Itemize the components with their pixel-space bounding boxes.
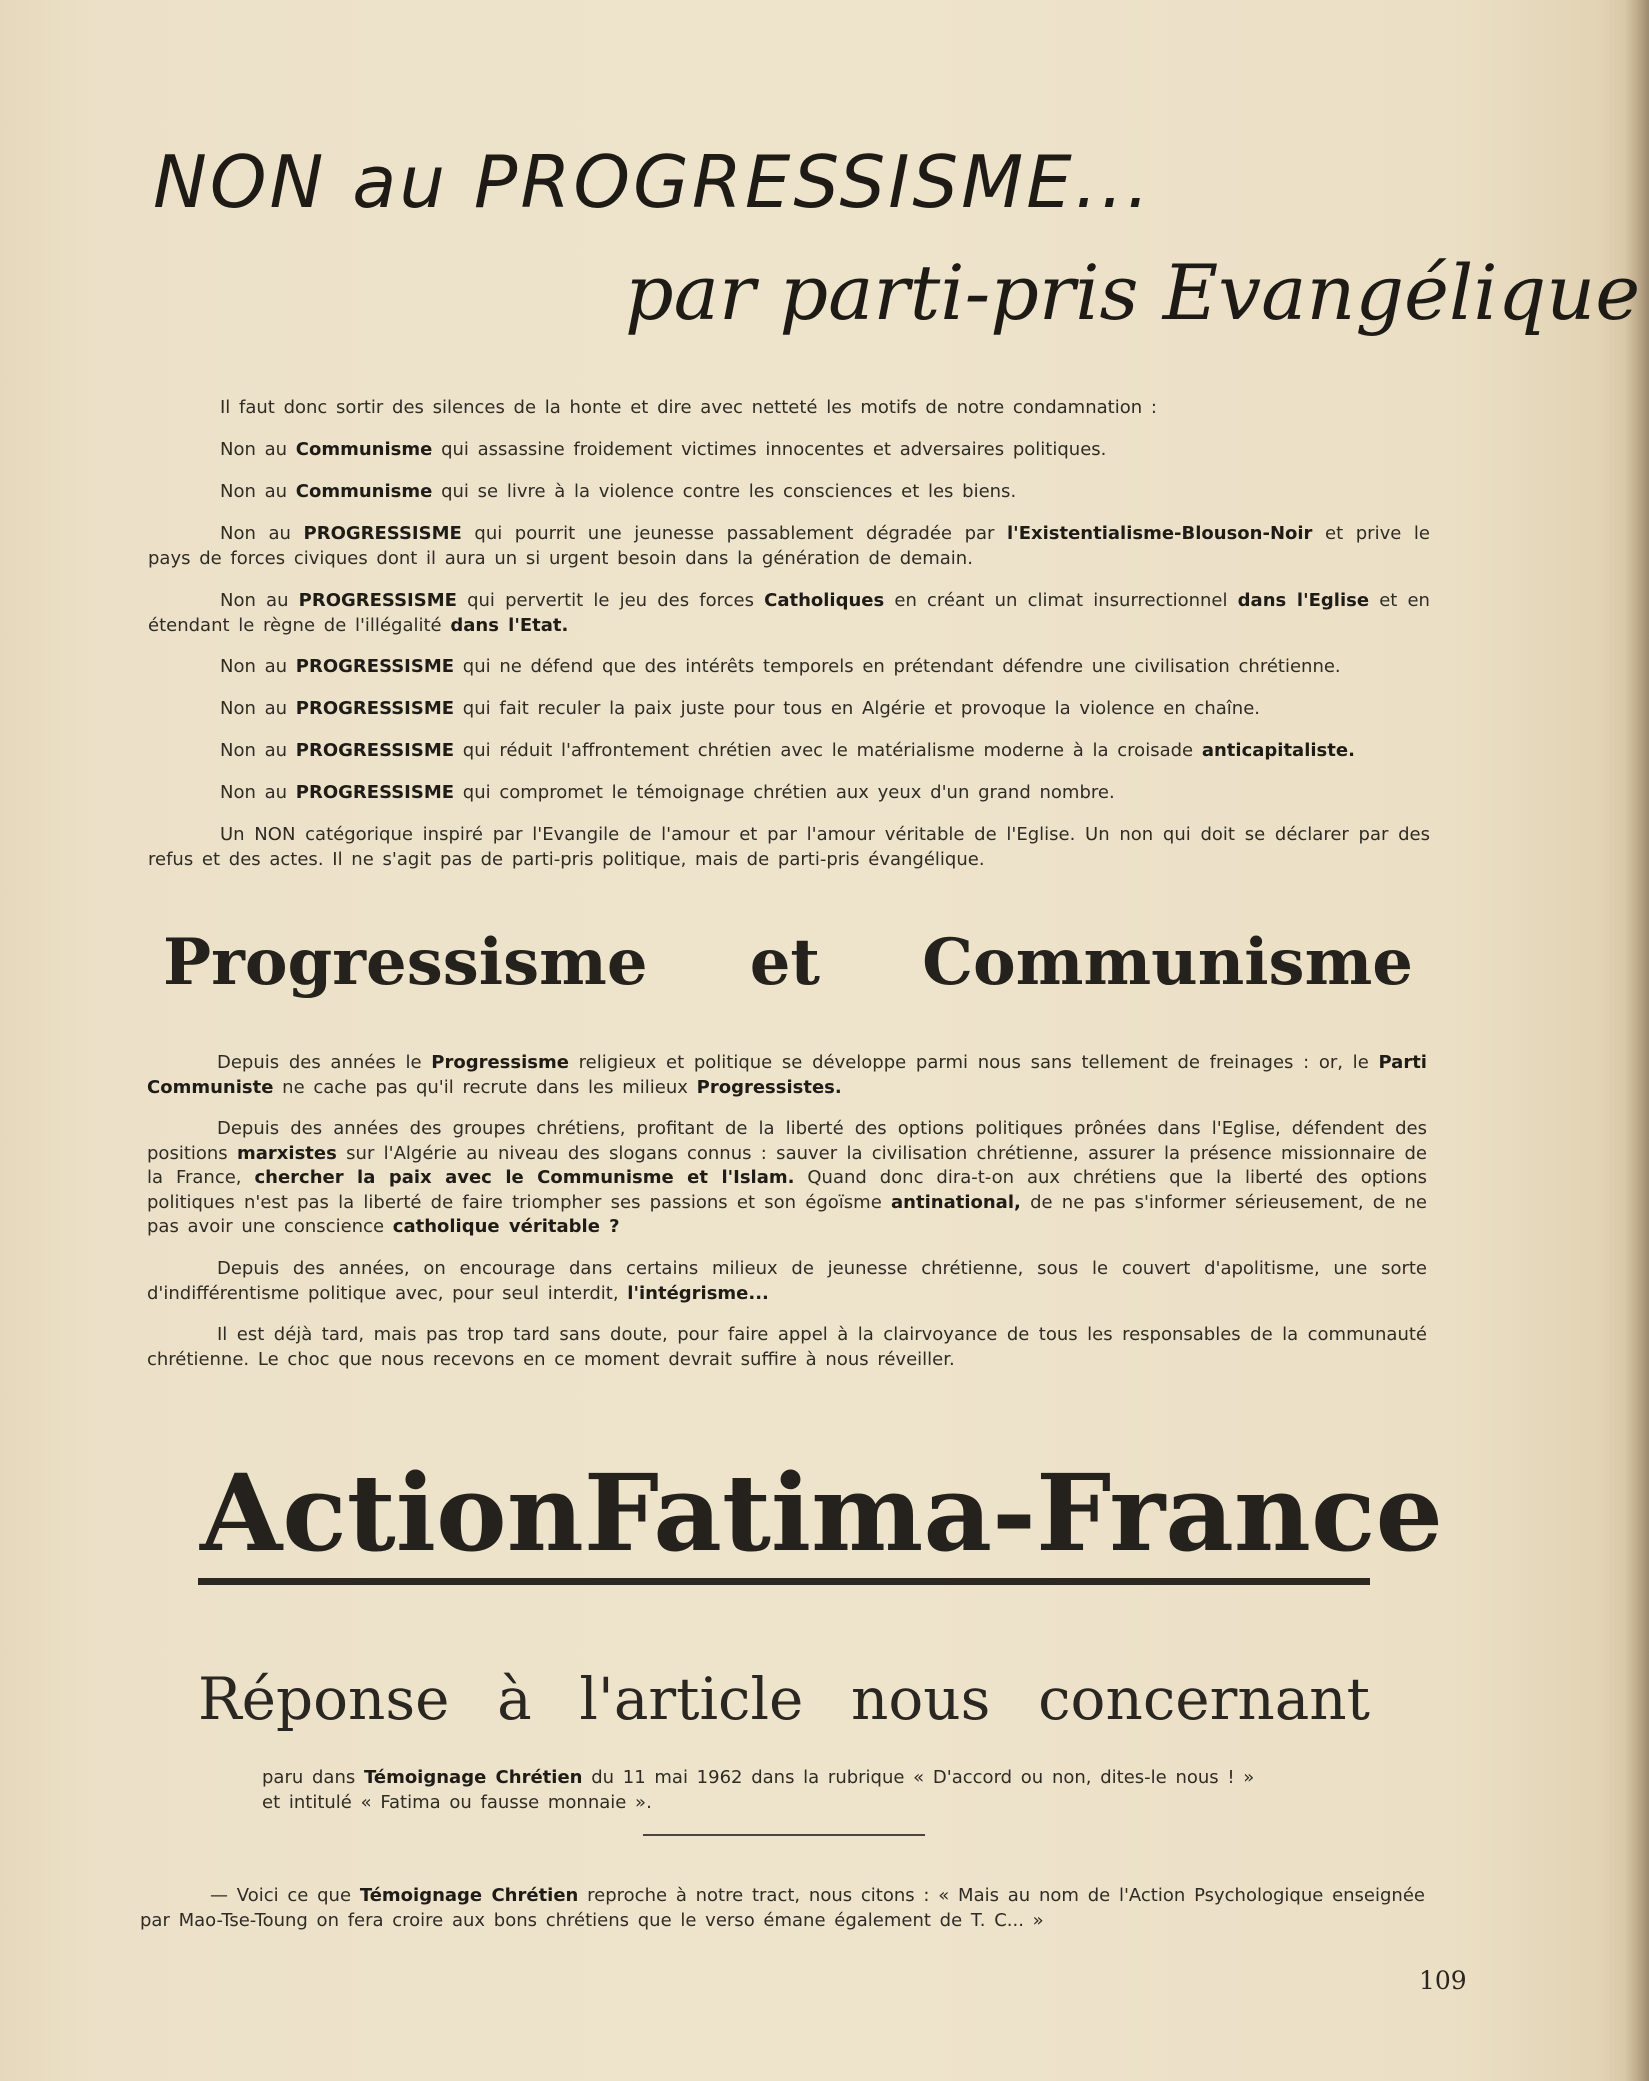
heading-word: Progressisme (163, 925, 648, 1000)
item-keyword: dans l'Eglise (1237, 590, 1370, 611)
body-keyword: Progressistes. (696, 1076, 842, 1098)
heading-word: Fatima-France (583, 1450, 1443, 1575)
section-subheading-reponse (198, 1665, 1370, 1733)
subheading-word: à (497, 1665, 532, 1733)
source-line-2: et intitulé « Fatima ou fausse monnaie ». (262, 1791, 652, 1813)
body-text: du 11 mai 1962 dans la rubrique « D'accord ou non, dites-le nous ! » (591, 1767, 1255, 1788)
intro-item-7 (220, 739, 1430, 764)
item-lead: Non au (220, 656, 288, 677)
subheading-word: concernant (1038, 1665, 1370, 1733)
item-lead: Non au (220, 439, 288, 460)
body-keyword: chercher la paix avec le Communisme et l'Islam. (254, 1167, 795, 1188)
item-text: qui assassine froidement victimes innocentes et adversaires politiques. (441, 439, 1107, 460)
item-text: et prive le pays de forces civiques dont il aura un si urgent besoin dans la génération de demain. (148, 523, 1430, 569)
item-lead: Non au (220, 523, 291, 544)
item-keyword: Communisme (295, 481, 433, 502)
item-text: en créant un climat insurrectionnel (894, 590, 1228, 611)
body-text: religieux et politique se développe parmi nous sans tellement de freinages : or, le (578, 1052, 1369, 1073)
separator-rule (643, 1834, 925, 1836)
body-keyword: Progressisme (431, 1052, 569, 1073)
body-text: Depuis des années, on encourage dans certains milieux de jeunesse chrétienne, sous le couvert d'apolitisme, une sorte d'indifférentisme politique avec, pour seul interdit, (147, 1258, 1427, 1304)
source-line-1 (262, 1766, 1302, 1791)
body-text: Depuis des années le (217, 1052, 422, 1073)
item-text: qui compromet le témoignage chrétien aux yeux d'un grand nombre. (462, 782, 1115, 803)
item-keyword: PROGRESSISME (295, 698, 455, 719)
source-citation (262, 1766, 1302, 1815)
section2-paragraph-2 (147, 1117, 1427, 1240)
heading-word: Communisme (922, 925, 1413, 1000)
body-keyword: Témoignage Chrétien (363, 1767, 583, 1788)
item-lead: Non au (220, 481, 288, 502)
intro-item-6 (220, 697, 1430, 722)
subheading-word: nous (851, 1665, 991, 1733)
item-lead: Non au (220, 590, 289, 611)
body-text: — Voici ce que (210, 1885, 352, 1906)
item-keyword: PROGRESSISME (295, 782, 455, 803)
intro-item-2 (220, 480, 1430, 505)
heading-word: et (749, 925, 820, 1000)
item-text: qui réduit l'affrontement chrétien avec le matérialisme moderne à la croisade (462, 740, 1194, 761)
item-keyword: Catholiques (764, 590, 885, 611)
body-text: Quand donc dira-t-on aux chrétiens que la liberté des options politiques n'est pas la liberté de faire triompher ses passions et son égoïsme (147, 1167, 1427, 1213)
item-text: qui pourrit une jeunesse passablement dégradée par (474, 523, 995, 544)
body-text: Depuis des années des groupes chrétiens, profitant de la liberté des options politiques prônées dans l'Eglise, défendent des positions (147, 1118, 1427, 1164)
body-text: paru dans (262, 1767, 356, 1788)
subheading-word: l'article (579, 1665, 804, 1733)
body-keyword: Témoignage Chrétien (359, 1885, 579, 1906)
item-keyword: Communisme (295, 439, 433, 460)
body-keyword: marxistes (237, 1142, 337, 1164)
intro-paragraph (220, 396, 1430, 421)
body-text: ne cache pas qu'il recrute dans les milieux (282, 1076, 688, 1098)
quote-paragraph (140, 1884, 1425, 1933)
intro-item-8 (220, 781, 1430, 806)
section-heading-progressisme-communisme (163, 925, 1413, 1000)
body-text: Il est déjà tard, mais pas trop tard sans doute, pour faire appel à la clairvoyance de tous les responsables de la communauté chrétienne. Le choc que nous recevons en ce moment devrait suffire à nous réveiller. (147, 1324, 1427, 1370)
body-text: reproche à notre tract, nous citons : « Mais au nom de l'Action Psychologique enseignée par Mao-Tse-Toung on fera croire aux bons chrétiens que le verso émane également de T. C... » (140, 1885, 1425, 1931)
section-heading-action-fatima-france (200, 1450, 1443, 1575)
heading-underline (198, 1578, 1370, 1585)
body-keyword: l'intégrisme... (627, 1282, 769, 1304)
section2-paragraph-4 (147, 1323, 1427, 1372)
item-text: et en étendant le règne de l'illégalité (148, 590, 1430, 636)
item-keyword: anticapitaliste. (1201, 740, 1355, 761)
item-lead: Non au (220, 782, 288, 803)
body-keyword: antinational, (891, 1191, 1021, 1213)
intro-item-5 (220, 655, 1430, 680)
section2-paragraph-3 (147, 1257, 1427, 1306)
section2-paragraph-1 (147, 1051, 1427, 1100)
page-subtitle: par parti-pris Evangélique (625, 248, 1641, 337)
body-text: de ne pas s'informer sérieusement, de ne pas avoir une conscience (147, 1191, 1427, 1237)
item-lead: Non au (220, 698, 288, 719)
intro-item-4 (148, 589, 1430, 638)
body-keyword: catholique véritable ? (392, 1216, 620, 1237)
body-keyword: Parti Communiste (147, 1052, 1427, 1098)
item-keyword: PROGRESSISME (295, 740, 455, 761)
item-keyword: PROGRESSISME (295, 656, 455, 677)
heading-word: Action (200, 1450, 584, 1575)
item-keyword: PROGRESSISME (303, 523, 462, 544)
intro-closing (148, 823, 1430, 872)
item-text: qui pervertit le jeu des forces (467, 590, 754, 611)
page-title: NON au PROGRESSISME... (153, 140, 1153, 224)
item-lead: Non au (220, 740, 288, 761)
closing-text: Un NON catégorique inspiré par l'Evangile de l'amour et par l'amour véritable de l'Eglise. Un non qui doit se déclarer par des refus et des actes. Il ne s'agit pas de parti-pris politique, mais de parti-pris évangélique. (148, 824, 1430, 870)
item-keyword: dans l'Etat. (450, 614, 569, 636)
page-number: 109 (1419, 1966, 1467, 1995)
intro-item-3 (148, 522, 1430, 571)
item-keyword: l'Existentialisme-Blouson-Noir (1007, 523, 1313, 544)
item-text: qui fait reculer la paix juste pour tous en Algérie et provoque la violence en chaîne. (462, 698, 1260, 719)
body-text: sur l'Algérie au niveau des slogans connus : sauver la civilisation chrétienne, assurer la présence missionnaire de la France, (147, 1142, 1428, 1188)
subheading-word: Réponse (198, 1665, 450, 1733)
item-text: qui ne défend que des intérêts temporels en prétendant défendre une civilisation chrétienne. (462, 656, 1341, 677)
intro-item-1 (220, 438, 1430, 463)
intro-text: Il faut donc sortir des silences de la honte et dire avec netteté les motifs de notre condamnation : (220, 397, 1157, 418)
item-keyword: PROGRESSISME (298, 590, 457, 611)
item-text: qui se livre à la violence contre les consciences et les biens. (441, 481, 1017, 502)
